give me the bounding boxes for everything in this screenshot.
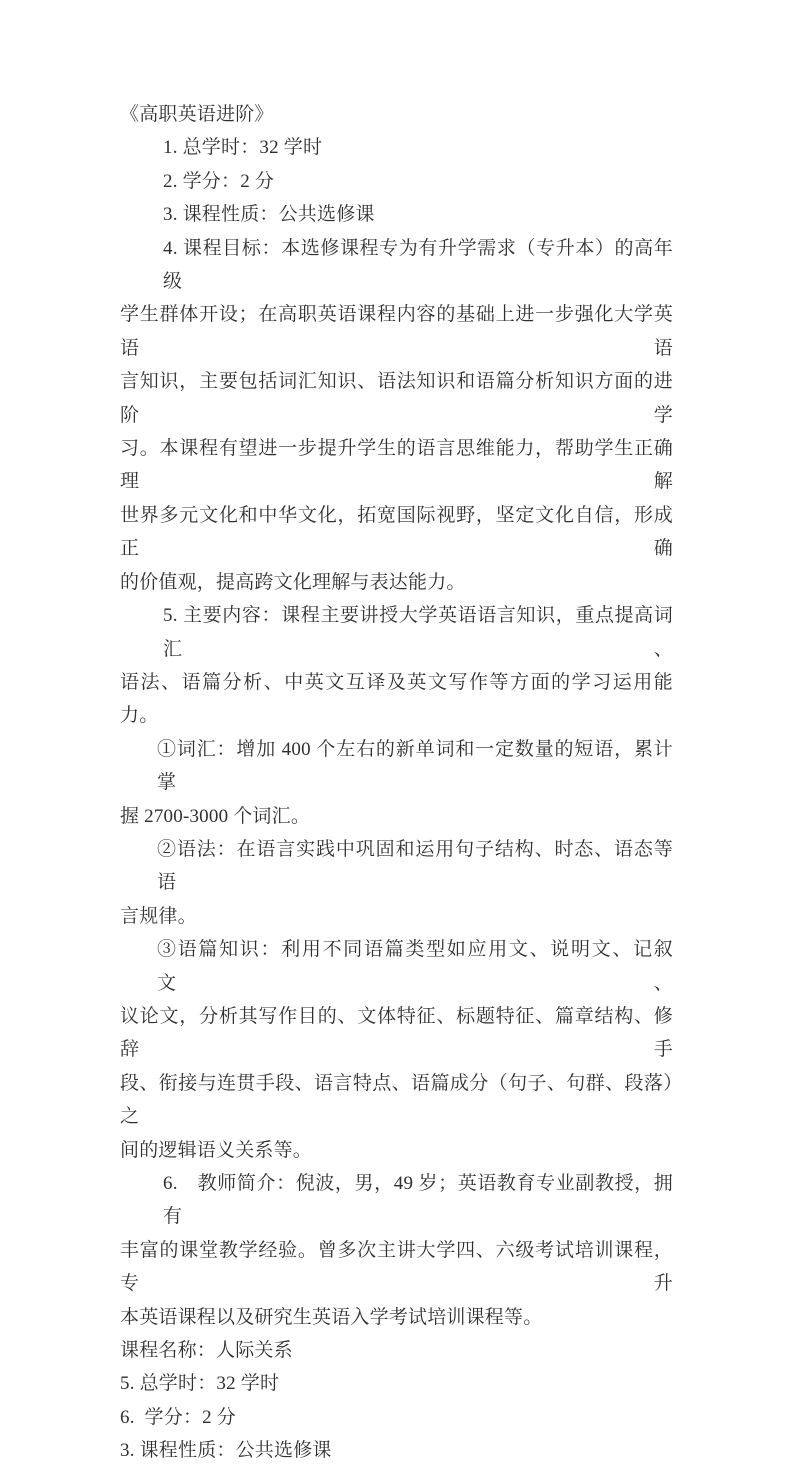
- course1-main-content: [120, 599, 673, 733]
- course1-credits: [120, 165, 673, 198]
- document-content: [120, 98, 673, 1468]
- course1-grammar: [120, 833, 673, 933]
- course2-total-hours: [120, 1367, 673, 1400]
- text-line: 5. 主要内容：课程主要讲授大学英语语言知识，重点提高词汇、: [163, 605, 673, 660]
- text-line: 3. 课程性质：公共选修课: [120, 1440, 332, 1462]
- course2-type: [120, 1434, 673, 1467]
- text-line: 言知识，主要包括词汇知识、语法知识和语篇分析知识方面的进阶学: [120, 371, 673, 426]
- course1-vocabulary: [120, 733, 673, 833]
- text-line: 4. 课程目标：本选修课程专为有升学需求（专升本）的高年级: [163, 237, 673, 293]
- text-line: 学生群体开设；在高职英语课程内容的基础上进一步强化大学英语语: [120, 304, 673, 359]
- text-line: 议论文，分析其写作目的、文体特征、标题特征、篇章结构、修辞手: [120, 1005, 673, 1061]
- course1-title: [120, 98, 673, 131]
- text-line: ②语法：在语言实践中巩固和运用句子结构、时态、语态等语: [157, 838, 673, 894]
- text-line: 言规律。: [120, 905, 197, 927]
- text-line: 的价值观，提高跨文化理解与表达能力。: [120, 571, 466, 593]
- text-line: 习。本课程有望进一步提升学生的语言思维能力，帮助学生正确理解: [120, 438, 673, 493]
- course1-total-hours: [120, 131, 673, 164]
- text-line: 6. 学分：2 分: [120, 1406, 237, 1428]
- text-line: 6. 教师简介：倪波，男，49 岁；英语教育专业副教授，拥有: [163, 1173, 673, 1228]
- course1-type: [120, 198, 673, 231]
- text-line: ③语篇知识：利用不同语篇类型如应用文、说明文、记叙文、: [157, 939, 673, 994]
- text-line: 《高职英语进阶》: [120, 104, 274, 125]
- text-line: 丰富的课堂教学经验。曾多次主讲大学四、六级考试培训课程，专升: [120, 1239, 673, 1295]
- course1-objectives: [120, 232, 673, 599]
- text-line: ①词汇：增加 400 个左右的新单词和一定数量的短语，累计掌: [157, 738, 673, 794]
- course1-teacher-bio: [120, 1167, 673, 1334]
- text-line: 间的逻辑语义关系等。: [120, 1139, 313, 1161]
- text-line: 课程名称：人际关系: [120, 1340, 293, 1362]
- course2-credits: [120, 1401, 673, 1434]
- text-line: 世界多元文化和中华文化，拓宽国际视野，坚定文化自信，形成正确: [120, 504, 673, 560]
- text-line: 3. 课程性质：公共选修课: [163, 204, 375, 226]
- text-line: 段、衔接与连贯手段、语言特点、语篇成分（句子、句群、段落）之: [120, 1072, 673, 1128]
- course2-name: [120, 1334, 673, 1367]
- text-line: 握 2700-3000 个词汇。: [120, 805, 311, 827]
- text-line: 5. 总学时：32 学时: [120, 1373, 280, 1395]
- text-line: 语法、语篇分析、中英文互译及英文写作等方面的学习运用能力。: [120, 671, 673, 727]
- text-line: 1. 总学时：32 学时: [163, 137, 323, 159]
- text-line: 本英语课程以及研究生英语入学考试培训课程等。: [120, 1306, 543, 1328]
- text-line: 2. 学分：2 分: [163, 170, 275, 192]
- course1-discourse: [120, 933, 673, 1167]
